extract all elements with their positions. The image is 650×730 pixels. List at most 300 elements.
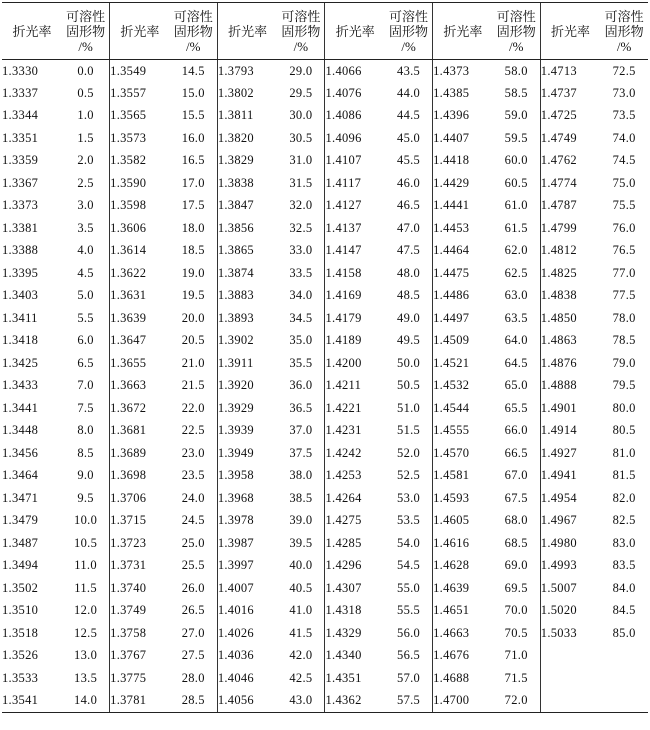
soluble-solids-cell: 65.5 xyxy=(504,400,528,415)
refractive-index-cell: 1.4329 xyxy=(325,622,385,645)
refractive-index-cell: 1.4429 xyxy=(433,172,493,195)
soluble-solids-cell xyxy=(600,667,648,690)
soluble-solids-cell: 6.5 xyxy=(77,355,94,370)
soluble-solids-cell: 20.5 xyxy=(181,333,205,348)
refractive-index-cell: 1.3902 xyxy=(217,330,277,353)
refractive-index-cell: 1.3893 xyxy=(217,307,277,330)
soluble-solids-cell: 14.5 xyxy=(181,63,205,78)
refractive-index-cell: 1.3344 xyxy=(2,108,39,123)
refractive-index-cell: 1.4211 xyxy=(325,375,385,398)
soluble-solids-cell: 30.0 xyxy=(289,108,313,123)
refractive-index-cell: 1.3549 xyxy=(110,60,170,83)
refractive-index-cell: 1.3518 xyxy=(2,625,39,640)
refractive-index-cell: 1.4737 xyxy=(540,82,600,105)
refractive-index-cell: 1.4117 xyxy=(325,172,385,195)
table-row xyxy=(2,667,648,690)
refractive-index-cell: 1.3494 xyxy=(2,558,39,573)
refractive-index-cell: 1.4373 xyxy=(433,60,493,83)
soluble-solids-cell: 77.0 xyxy=(612,265,636,280)
soluble-solids-cell: 59.5 xyxy=(504,130,528,145)
refractive-index-cell: 1.4264 xyxy=(325,487,385,510)
soluble-solids-cell: 38.0 xyxy=(289,468,313,483)
table-row xyxy=(2,375,648,398)
refractive-index-cell: 1.4749 xyxy=(540,127,600,150)
soluble-solids-cell: 16.0 xyxy=(181,130,205,145)
soluble-solids-cell: 28.0 xyxy=(181,670,205,685)
soluble-solids-cell: 45.0 xyxy=(397,130,421,145)
soluble-solids-cell: 26.0 xyxy=(181,580,205,595)
soluble-solids-cell: 54.0 xyxy=(397,535,421,550)
refractive-index-cell: 1.4509 xyxy=(433,330,493,353)
header-refractive-index: 折光率 xyxy=(217,3,277,60)
refractive-index-cell: 1.3510 xyxy=(2,603,39,618)
refractive-index-cell: 1.3639 xyxy=(110,307,170,330)
refractive-index-cell: 1.3740 xyxy=(110,577,170,600)
refractive-index-cell: 1.4362 xyxy=(325,690,385,713)
soluble-solids-cell: 4.0 xyxy=(77,243,94,258)
refractive-index-cell: 1.4385 xyxy=(433,82,493,105)
header-soluble-solids-line: /% xyxy=(616,38,632,54)
soluble-solids-cell: 29.0 xyxy=(289,63,313,78)
soluble-solids-cell: 50.0 xyxy=(397,355,421,370)
refractive-index-cell: 1.4242 xyxy=(325,442,385,465)
refractive-index-cell: 1.4954 xyxy=(540,487,600,510)
refractive-index-cell: 1.3997 xyxy=(217,555,277,578)
refractive-index-cell: 1.3811 xyxy=(217,105,277,128)
soluble-solids-cell: 59.0 xyxy=(504,108,528,123)
soluble-solids-cell: 21.5 xyxy=(181,378,205,393)
soluble-solids-cell: 80.5 xyxy=(612,423,636,438)
refractive-index-cell: 1.3464 xyxy=(2,468,39,483)
refractive-index-cell: 1.4521 xyxy=(433,352,493,375)
header-soluble-solids-line: 固形物 xyxy=(604,23,644,39)
refractive-index-cell: 1.3487 xyxy=(2,535,39,550)
soluble-solids-cell: 70.0 xyxy=(504,603,528,618)
header-soluble-solids xyxy=(600,3,648,60)
soluble-solids-cell: 55.0 xyxy=(397,580,421,595)
refractive-index-cell: 1.4914 xyxy=(540,420,600,443)
soluble-solids-cell: 35.0 xyxy=(289,333,313,348)
soluble-solids-cell: 65.0 xyxy=(504,378,528,393)
refractive-index-cell: 1.4318 xyxy=(325,600,385,623)
soluble-solids-cell: 33.5 xyxy=(289,265,313,280)
header-soluble-solids-line: 可溶性 xyxy=(496,8,536,24)
soluble-solids-cell: 41.0 xyxy=(289,603,313,618)
refractive-index-cell: 1.3388 xyxy=(2,243,39,258)
refractive-index-cell: 1.3381 xyxy=(2,220,39,235)
refractive-index-cell: 1.4340 xyxy=(325,645,385,668)
soluble-solids-cell: 55.5 xyxy=(397,603,421,618)
soluble-solids-cell: 71.5 xyxy=(504,670,528,685)
soluble-solids-cell xyxy=(600,645,648,668)
soluble-solids-cell: 49.5 xyxy=(397,333,421,348)
soluble-solids-cell: 15.0 xyxy=(181,85,205,100)
soluble-solids-cell: 68.5 xyxy=(504,535,528,550)
refractive-index-cell: 1.4688 xyxy=(433,667,493,690)
soluble-solids-cell: 1.0 xyxy=(77,108,94,123)
header-soluble-solids-line: /% xyxy=(186,38,201,54)
soluble-solids-cell: 12.0 xyxy=(74,603,98,618)
refractive-index-cell: 1.4713 xyxy=(540,60,600,83)
soluble-solids-cell: 62.0 xyxy=(504,243,528,258)
refractive-index-cell: 1.4725 xyxy=(540,105,600,128)
refractive-index-cell: 1.3672 xyxy=(110,397,170,420)
refractive-index-cell: 1.3968 xyxy=(217,487,277,510)
table-row xyxy=(2,352,648,375)
refractive-index-cell: 1.4787 xyxy=(540,195,600,218)
refractive-index-cell: 1.3573 xyxy=(110,127,170,150)
refractive-index-cell: 1.4453 xyxy=(433,217,493,240)
soluble-solids-cell: 67.0 xyxy=(504,468,528,483)
refractive-index-cell: 1.3471 xyxy=(2,490,39,505)
soluble-solids-cell: 11.0 xyxy=(74,558,97,573)
header-soluble-solids-line: 固形物 xyxy=(389,23,429,39)
soluble-solids-cell: 11.5 xyxy=(74,580,97,595)
refractive-index-cell: 1.3337 xyxy=(2,85,39,100)
refractive-index-cell: 1.3802 xyxy=(217,82,277,105)
soluble-solids-cell: 32.0 xyxy=(289,198,313,213)
soluble-solids-cell: 28.5 xyxy=(170,690,218,713)
refractive-index-cell: 1.4628 xyxy=(433,555,493,578)
table-row xyxy=(2,105,648,128)
refractive-index-cell: 1.4555 xyxy=(433,420,493,443)
soluble-solids-cell xyxy=(600,690,648,713)
header-soluble-solids xyxy=(385,3,433,60)
refractive-index-cell: 1.3526 xyxy=(2,648,39,663)
header-soluble-solids-line: 固形物 xyxy=(281,23,321,39)
header-soluble-solids-line: 固形物 xyxy=(66,23,106,39)
refractive-index-cell: 1.4407 xyxy=(433,127,493,150)
table-row xyxy=(2,330,648,353)
header-soluble-solids-line: /% xyxy=(401,38,416,54)
refractive-index-cell: 1.3590 xyxy=(110,172,170,195)
soluble-solids-cell: 53.5 xyxy=(397,513,421,528)
soluble-solids-cell: 75.0 xyxy=(612,175,636,190)
soluble-solids-cell: 37.5 xyxy=(289,445,313,460)
header-refractive-index: 折光率 xyxy=(540,3,600,60)
soluble-solids-cell: 62.5 xyxy=(504,265,528,280)
refractive-index-cell: 1.4147 xyxy=(325,240,385,263)
refractive-index-cell: 1.4825 xyxy=(540,262,600,285)
table-row xyxy=(2,397,648,420)
refractive-index-cell: 1.3448 xyxy=(2,423,39,438)
soluble-solids-cell: 16.5 xyxy=(181,153,205,168)
refractive-index-cell: 1.3403 xyxy=(2,288,39,303)
refractive-index-cell: 1.3606 xyxy=(110,217,170,240)
refractive-index-cell: 1.4076 xyxy=(325,82,385,105)
refractive-index-cell: 1.4200 xyxy=(325,352,385,375)
refractive-index-cell: 1.4639 xyxy=(433,577,493,600)
refractive-index-cell: 1.3663 xyxy=(110,375,170,398)
soluble-solids-cell: 54.5 xyxy=(397,558,421,573)
refractive-index-cell: 1.4544 xyxy=(433,397,493,420)
table-row xyxy=(2,195,648,218)
refractive-index-cell: 1.4812 xyxy=(540,240,600,263)
soluble-solids-cell: 78.0 xyxy=(612,310,636,325)
soluble-solids-cell: 22.5 xyxy=(181,423,205,438)
soluble-solids-cell: 12.5 xyxy=(74,625,98,640)
refractive-index-cell: 1.3557 xyxy=(110,82,170,105)
refractive-index-cell: 1.4605 xyxy=(433,510,493,533)
refractive-index-cell: 1.3330 xyxy=(2,63,39,78)
table-row xyxy=(2,645,648,668)
soluble-solids-cell: 76.0 xyxy=(612,220,636,235)
refractive-index-cell: 1.3715 xyxy=(110,510,170,533)
soluble-solids-cell: 52.0 xyxy=(397,445,421,460)
refractive-index-cell: 1.3411 xyxy=(2,310,38,325)
header-soluble-solids-line: /% xyxy=(293,38,309,54)
soluble-solids-cell: 82.0 xyxy=(612,490,636,505)
refractive-index-cell: 1.4475 xyxy=(433,262,493,285)
refractive-index-cell: 1.5033 xyxy=(540,622,600,645)
refractive-index-cell: 1.3655 xyxy=(110,352,170,375)
refractive-index-cell: 1.4026 xyxy=(217,622,277,645)
soluble-solids-cell: 22.0 xyxy=(181,400,205,415)
soluble-solids-cell: 60.5 xyxy=(504,175,528,190)
header-soluble-solids xyxy=(170,3,218,60)
refractive-index-cell: 1.4253 xyxy=(325,465,385,488)
refractive-index-cell: 1.3533 xyxy=(2,670,39,685)
refractive-index-cell: 1.4169 xyxy=(325,285,385,308)
soluble-solids-cell: 68.0 xyxy=(504,513,528,528)
soluble-solids-cell: 7.0 xyxy=(77,378,94,393)
refractive-index-cell: 1.3883 xyxy=(217,285,277,308)
refractive-index-cell: 1.4096 xyxy=(325,127,385,150)
refractive-index-cell: 1.4221 xyxy=(325,397,385,420)
soluble-solids-cell: 84.5 xyxy=(612,603,636,618)
refractive-index-cell: 1.4486 xyxy=(433,285,493,308)
soluble-solids-cell: 26.5 xyxy=(181,603,205,618)
refractive-index-cell: 1.4676 xyxy=(433,645,493,668)
refractive-index-cell: 1.3456 xyxy=(2,445,39,460)
refractive-index-cell: 1.4418 xyxy=(433,150,493,173)
table-row xyxy=(2,150,648,173)
header-soluble-solids xyxy=(493,3,541,60)
soluble-solids-cell: 19.0 xyxy=(181,265,205,280)
soluble-solids-cell: 58.0 xyxy=(504,63,528,78)
header-soluble-solids-line: 固形物 xyxy=(496,23,536,39)
soluble-solids-cell: 31.5 xyxy=(289,175,313,190)
soluble-solids-cell: 53.0 xyxy=(397,490,421,505)
refractive-index-cell: 1.3723 xyxy=(110,532,170,555)
refractive-index-cell: 1.3373 xyxy=(2,198,39,213)
refractive-index-cell: 1.4179 xyxy=(325,307,385,330)
soluble-solids-cell: 18.0 xyxy=(181,220,205,235)
refractive-index-cell: 1.4993 xyxy=(540,555,600,578)
refractive-index-cell: 1.4497 xyxy=(433,307,493,330)
refractive-index-cell: 1.3767 xyxy=(110,645,170,668)
soluble-solids-cell: 81.5 xyxy=(612,468,636,483)
refractive-index-cell: 1.3565 xyxy=(110,105,170,128)
refractive-index-cell: 1.3758 xyxy=(110,622,170,645)
soluble-solids-cell: 56.5 xyxy=(397,648,421,663)
soluble-solids-cell: 61.5 xyxy=(504,220,528,235)
table-row xyxy=(2,622,648,645)
soluble-solids-cell: 58.5 xyxy=(504,85,528,100)
refractive-index-cell: 1.4570 xyxy=(433,442,493,465)
soluble-solids-cell: 73.5 xyxy=(612,108,636,123)
soluble-solids-cell: 63.5 xyxy=(504,310,528,325)
table-row xyxy=(2,420,648,443)
refractive-index-cell: 1.3865 xyxy=(217,240,277,263)
soluble-solids-cell: 31.0 xyxy=(289,153,313,168)
refractive-index-cell: 1.4651 xyxy=(433,600,493,623)
soluble-solids-cell: 2.0 xyxy=(77,153,94,168)
refractive-index-cell: 1.4127 xyxy=(325,195,385,218)
soluble-solids-cell: 0.0 xyxy=(77,63,94,78)
soluble-solids-cell: 9.5 xyxy=(77,490,94,505)
soluble-solids-cell: 51.5 xyxy=(397,423,421,438)
table-row xyxy=(2,442,648,465)
refractive-index-cell: 1.3793 xyxy=(217,60,277,83)
soluble-solids-cell: 48.5 xyxy=(397,288,421,303)
refractive-index-cell: 1.3874 xyxy=(217,262,277,285)
soluble-solids-cell: 79.5 xyxy=(612,378,636,393)
header-refractive-index: 折光率 xyxy=(325,3,385,60)
soluble-solids-cell: 57.0 xyxy=(397,670,421,685)
table-row xyxy=(2,465,648,488)
header-soluble-solids xyxy=(62,3,110,60)
refractive-index-cell: 1.4616 xyxy=(433,532,493,555)
header-soluble-solids-line: 可溶性 xyxy=(281,8,321,24)
refractive-index-cell: 1.3351 xyxy=(2,130,39,145)
refractive-index-cell: 1.3622 xyxy=(110,262,170,285)
table-row xyxy=(2,600,648,623)
table-row xyxy=(2,510,648,533)
header-soluble-solids-line: /% xyxy=(78,38,93,54)
soluble-solids-cell: 38.5 xyxy=(289,490,313,505)
refractive-index-cell: 1.3706 xyxy=(110,487,170,510)
soluble-solids-cell: 25.0 xyxy=(181,535,205,550)
soluble-solids-cell: 43.0 xyxy=(277,690,325,713)
refractive-index-cell: 1.3698 xyxy=(110,465,170,488)
refractive-index-cell: 1.3949 xyxy=(217,442,277,465)
refractive-index-cell: 1.3939 xyxy=(217,420,277,443)
refractive-index-cell: 1.3598 xyxy=(110,195,170,218)
header-soluble-solids-line: 可溶性 xyxy=(389,8,429,24)
refractive-index-cell: 1.4838 xyxy=(540,285,600,308)
table-row xyxy=(2,555,648,578)
soluble-solids-cell: 34.0 xyxy=(289,288,313,303)
refractive-index-cell: 1.3433 xyxy=(2,378,39,393)
refractive-index-cell: 1.4016 xyxy=(217,600,277,623)
refractive-index-cell: 1.3847 xyxy=(217,195,277,218)
refractive-index-cell: 1.4850 xyxy=(540,307,600,330)
soluble-solids-cell: 17.5 xyxy=(181,198,205,213)
soluble-solids-cell: 4.5 xyxy=(77,265,94,280)
soluble-solids-cell: 23.5 xyxy=(181,468,205,483)
soluble-solids-cell: 44.5 xyxy=(397,108,421,123)
header-row xyxy=(2,3,648,60)
refractive-index-cell: 1.3775 xyxy=(110,667,170,690)
soluble-solids-cell: 47.5 xyxy=(397,243,421,258)
refractive-index-cell: 1.3749 xyxy=(110,600,170,623)
soluble-solids-cell: 42.5 xyxy=(289,670,313,685)
soluble-solids-cell: 42.0 xyxy=(289,648,313,663)
header-soluble-solids xyxy=(277,3,325,60)
refractive-index-cell: 1.3958 xyxy=(217,465,277,488)
refractive-index-cell: 1.4901 xyxy=(540,397,600,420)
refractive-index-cell: 1.5007 xyxy=(540,577,600,600)
soluble-solids-cell: 43.5 xyxy=(397,63,421,78)
soluble-solids-cell: 83.5 xyxy=(612,558,636,573)
refractive-index-cell: 1.3367 xyxy=(2,175,39,190)
refractive-index-cell: 1.3978 xyxy=(217,510,277,533)
soluble-solids-cell: 82.5 xyxy=(612,513,636,528)
table-row xyxy=(2,577,648,600)
soluble-solids-cell: 34.5 xyxy=(289,310,313,325)
refractive-index-cell: 1.4396 xyxy=(433,105,493,128)
table-row xyxy=(2,82,648,105)
table-row xyxy=(2,240,648,263)
refractive-index-cell: 1.4275 xyxy=(325,510,385,533)
refractive-index-cell: 1.3829 xyxy=(217,150,277,173)
soluble-solids-cell: 71.0 xyxy=(504,648,528,663)
soluble-solids-cell: 10.0 xyxy=(74,513,98,528)
refractive-index-cell: 1.3418 xyxy=(2,333,39,348)
refractive-index-cell xyxy=(540,667,600,690)
refractive-index-cell: 1.3359 xyxy=(2,153,39,168)
refractive-index-cell: 1.4593 xyxy=(433,487,493,510)
refractive-index-cell: 1.4158 xyxy=(325,262,385,285)
refractive-index-cell: 1.4581 xyxy=(433,465,493,488)
table-row xyxy=(2,172,648,195)
refractive-index-cell: 1.4967 xyxy=(540,510,600,533)
refractive-index-cell: 1.3856 xyxy=(217,217,277,240)
soluble-solids-cell: 73.0 xyxy=(612,85,636,100)
soluble-solids-cell: 10.5 xyxy=(74,535,98,550)
refractive-index-cell: 1.3987 xyxy=(217,532,277,555)
soluble-solids-cell: 52.5 xyxy=(397,468,421,483)
refractive-index-cell: 1.4107 xyxy=(325,150,385,173)
table-row xyxy=(2,307,648,330)
refractive-index-cell: 1.4007 xyxy=(217,577,277,600)
soluble-solids-cell: 30.5 xyxy=(289,130,313,145)
refractive-index-cell: 1.3614 xyxy=(110,240,170,263)
refractive-index-cell: 1.4941 xyxy=(540,465,600,488)
refractive-index-cell: 1.3920 xyxy=(217,375,277,398)
refractive-index-cell: 1.5020 xyxy=(540,600,600,623)
soluble-solids-cell: 81.0 xyxy=(612,445,636,460)
soluble-solids-cell: 6.0 xyxy=(77,333,94,348)
refractive-index-cell: 1.3582 xyxy=(110,150,170,173)
soluble-solids-cell: 72.5 xyxy=(612,63,636,78)
soluble-solids-cell: 41.5 xyxy=(289,625,313,640)
refractive-index-cell: 1.4066 xyxy=(325,60,385,83)
soluble-solids-cell: 8.5 xyxy=(77,445,94,460)
soluble-solids-cell: 1.5 xyxy=(77,130,94,145)
soluble-solids-cell: 79.0 xyxy=(612,355,636,370)
soluble-solids-cell: 5.5 xyxy=(77,310,94,325)
table-row xyxy=(2,262,648,285)
soluble-solids-cell: 9.0 xyxy=(77,468,94,483)
soluble-solids-cell: 32.5 xyxy=(289,220,313,235)
refractive-index-cell: 1.4137 xyxy=(325,217,385,240)
soluble-solids-cell: 15.5 xyxy=(181,108,205,123)
soluble-solids-cell: 69.5 xyxy=(504,580,528,595)
refractive-index-cell: 1.4927 xyxy=(540,442,600,465)
soluble-solids-cell: 23.0 xyxy=(181,445,205,460)
soluble-solids-cell: 2.5 xyxy=(77,175,94,190)
soluble-solids-cell: 36.0 xyxy=(289,378,313,393)
soluble-solids-cell: 13.5 xyxy=(74,670,98,685)
refractive-index-cell: 1.3689 xyxy=(110,442,170,465)
soluble-solids-cell: 67.5 xyxy=(504,490,528,505)
refractive-index-cell: 1.4056 xyxy=(217,690,277,713)
soluble-solids-cell: 19.5 xyxy=(181,288,205,303)
soluble-solids-cell: 57.5 xyxy=(385,690,433,713)
soluble-solids-cell: 45.5 xyxy=(397,153,421,168)
